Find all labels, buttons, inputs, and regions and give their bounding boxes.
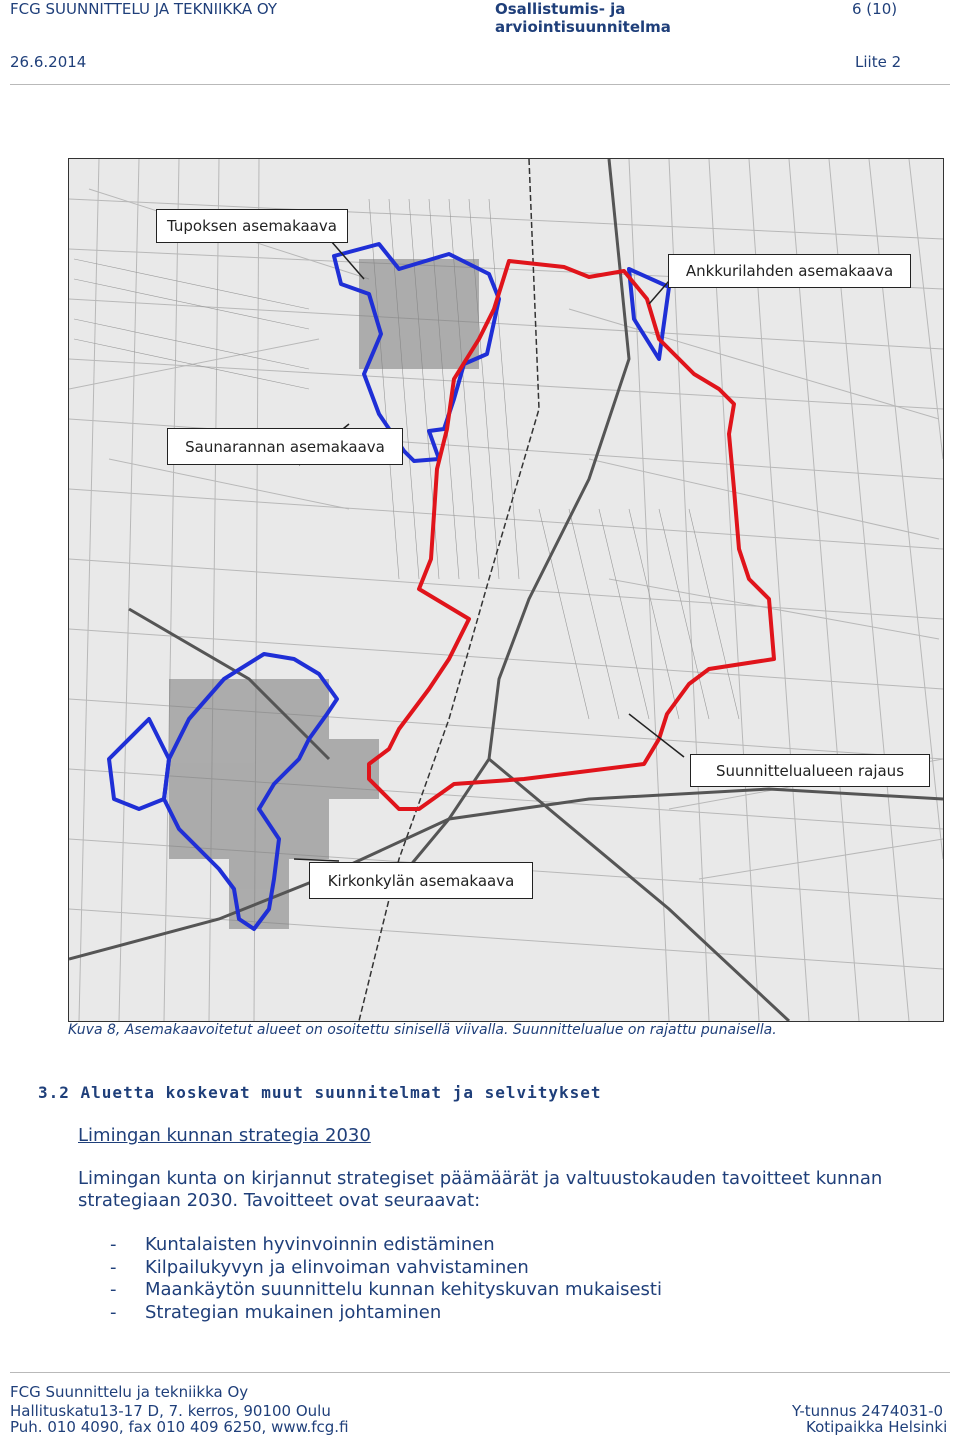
callout-saunaranta-plan: Saunarannan asemakaava (167, 428, 403, 465)
header-attachment: Liite 2 (855, 53, 902, 71)
header-page-number: 6 (10) (852, 0, 898, 18)
callout-tupos-plan: Tupoksen asemakaava (156, 209, 348, 243)
callout-kirkonkyla-plan: Kirkonkylän asemakaava (309, 862, 533, 899)
figure-caption: Kuva 8, Asemakaavoitetut alueet on osoitettu sinisellä viivalla. Suunnittelualue on rajattu punaisella. (68, 1022, 777, 1038)
section-paragraph: Limingan kunta on kirjannut strategiset päämäärät ja valtuustokauden tavoitteet kunnan strategiaan 2030. Tavoitteet ovat seuraavat: (78, 1168, 883, 1211)
list-item: - Kuntalaisten hyvinvoinnin edistäminen (110, 1234, 495, 1255)
goals-list (110, 1234, 662, 1324)
callout-study-area-boundary: Suunnittelualueen rajaus (690, 754, 930, 787)
footer-business-id: Y-tunnus 2474031-0 (792, 1402, 944, 1420)
footer-divider (10, 1372, 950, 1373)
header-date: 26.6.2014 (10, 53, 87, 71)
section-title: 3.2 Aluetta koskevat muut suunnitelmat ja selvitykset (38, 1083, 602, 1102)
map-figure (68, 158, 944, 1022)
footer-company: FCG Suunnittelu ja tekniikka Oy (10, 1383, 249, 1401)
header-company: FCG SUUNNITTELU JA TEKNIIKKA OY (10, 0, 278, 18)
list-item: - Strategian mukainen johtaminen (110, 1301, 442, 1323)
footer-domicile: Kotipaikka Helsinki (806, 1418, 948, 1436)
header-divider (10, 84, 950, 85)
list-item: - Kilpailukyvyn ja elinvoiman vahvistaminen (110, 1256, 529, 1278)
footer-address: Hallituskatu13-17 D, 7. kerros, 90100 Oulu (10, 1402, 331, 1420)
footer-contact: Puh. 010 4090, fax 010 409 6250, www.fcg.fi (10, 1418, 349, 1436)
callout-ankkurilahti-plan: Ankkurilahden asemakaava (668, 254, 911, 288)
section-subtitle: Limingan kunnan strategia 2030 (78, 1125, 371, 1146)
header-doc-title-line2: arviointisuunnitelma (495, 18, 671, 36)
header-doc-title-line1: Osallistumis- ja (495, 0, 626, 18)
list-item: - Maankäytön suunnittelu kunnan kehityskuvan mukaisesti (110, 1279, 662, 1300)
